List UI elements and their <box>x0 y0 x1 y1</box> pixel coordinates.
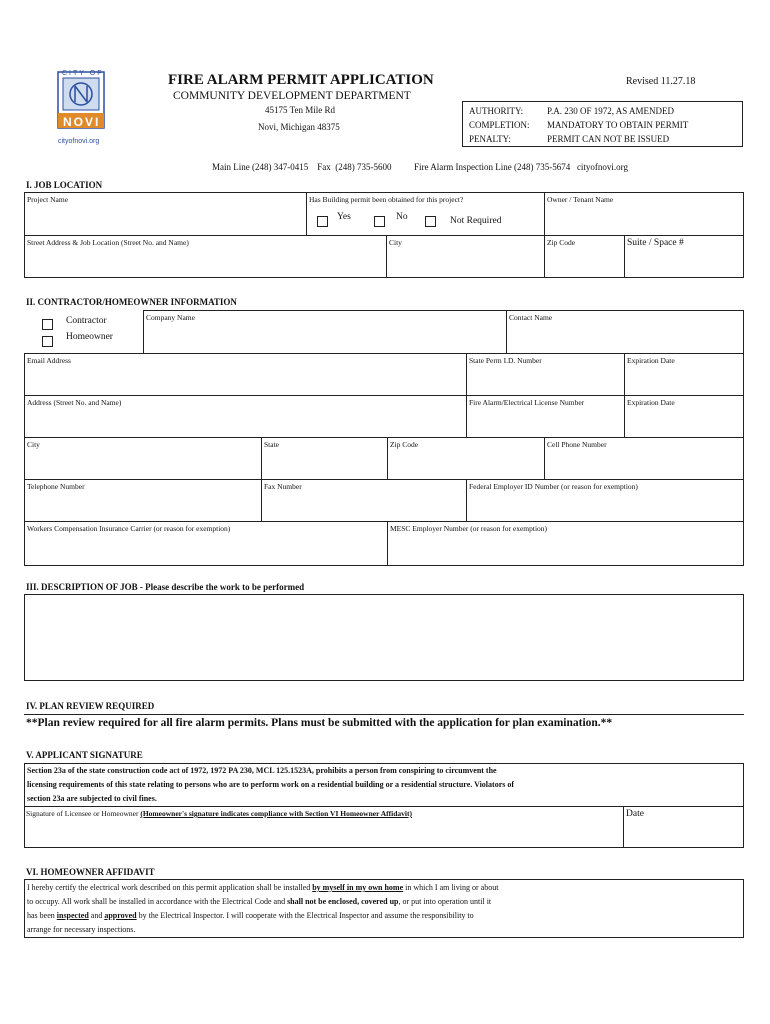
suite-label: Suite / Space # <box>627 238 684 248</box>
revised-date: Revised 11.27.18 <box>626 76 696 87</box>
statute-line-3: section 23a are subjected to civil fines. <box>27 794 157 803</box>
contractor-zip-field[interactable] <box>387 437 545 480</box>
federal-id-field[interactable] <box>466 479 744 522</box>
contractor-label: Contractor <box>66 316 107 326</box>
street-address-label: Street Address & Job Location (Street No. and Name) <box>27 238 189 247</box>
project-name-label: Project Name <box>27 195 69 204</box>
expiration-1-label: Expiration Date <box>627 356 675 365</box>
homeowner-checkbox[interactable] <box>42 336 53 347</box>
section-2-title: II. CONTRACTOR/HOMEOWNER INFORMATION <box>26 297 237 307</box>
job-city-label: City <box>389 238 402 247</box>
statute-line-2: licensing requirements of this state relating to persons who are to perform work on a residential building or a residential structure. Violators of <box>27 780 515 789</box>
telephone-label: Telephone Number <box>27 482 85 491</box>
building-permit-label: Has Building permit been obtained for this project? <box>309 195 464 204</box>
contact-name-label: Contact Name <box>509 313 553 322</box>
fax-label: Fax Number <box>264 482 302 491</box>
mesc-field[interactable] <box>387 521 744 566</box>
company-name-field[interactable] <box>143 310 507 354</box>
state-perm-field[interactable] <box>466 353 625 396</box>
completion-value: MANDATORY TO OBTAIN PERMIT <box>547 120 689 130</box>
contractor-homeowner-choice <box>24 310 144 354</box>
section-2-table <box>24 310 744 566</box>
contractor-city-label: City <box>27 440 40 449</box>
email-field[interactable] <box>24 353 467 396</box>
authority-box <box>462 101 743 147</box>
state-perm-label: State Perm I.D. Number <box>469 356 542 365</box>
affidavit-line-2: to occupy. All work shall be installed in accordance with the Electrical Code and shall not be enclosed, covered up, or put into operation until it <box>27 897 492 906</box>
job-zip-label: Zip Code <box>547 238 576 247</box>
company-name-label: Company Name <box>146 313 195 322</box>
telephone-field[interactable] <box>24 479 262 522</box>
address-line-2: Novi, Michigan 48375 <box>258 122 340 132</box>
plan-review-notice: **Plan review required for all fire alarm permits. Plans must be submitted with the application for plan examination.** <box>26 717 613 729</box>
mesc-label: MESC Employer Number (or reason for exemption) <box>390 524 548 533</box>
yes-label: Yes <box>337 212 351 222</box>
form-title: FIRE ALARM PERMIT APPLICATION <box>168 72 434 88</box>
section-3-title: III. DESCRIPTION OF JOB - Please describe the work to be performed <box>26 582 305 592</box>
signature-field[interactable] <box>24 806 624 848</box>
workers-comp-label: Workers Compensation Insurance Carrier (or reason for exemption) <box>27 524 231 533</box>
section-5-title: V. APPLICANT SIGNATURE <box>26 750 143 760</box>
not-required-label: Not Required <box>450 216 502 226</box>
federal-id-label: Federal Employer ID Number (or reason for exemption) <box>469 482 638 491</box>
applicant-signature-box <box>24 763 744 848</box>
signature-note: (Homeowner's signature indicates compliance with Section VI Homeowner Affidavit) <box>140 809 412 818</box>
license-field[interactable] <box>466 395 625 438</box>
address-field[interactable] <box>24 395 467 438</box>
contractor-checkbox[interactable] <box>42 319 53 330</box>
affidavit-text <box>27 881 737 937</box>
street-address-field[interactable] <box>24 235 387 278</box>
yes-checkbox[interactable] <box>317 216 328 227</box>
address-line-1: 45175 Ten Mile Rd <box>265 105 335 115</box>
address-label: Address (Street No. and Name) <box>27 398 122 407</box>
affidavit-line-1: I hereby certify the electrical work described on this permit application shall be installed by myself in my own home in which I am living or about <box>27 883 499 892</box>
city-logo <box>55 70 107 150</box>
job-city-field[interactable] <box>386 235 545 278</box>
owner-tenant-field[interactable] <box>544 192 744 236</box>
signature-label <box>26 809 412 818</box>
penalty-value: PERMIT CAN NOT BE ISSUED <box>547 134 670 144</box>
license-label: Fire Alarm/Electrical License Number <box>469 398 585 407</box>
section-6-title: VI. HOMEOWNER AFFIDAVIT <box>26 867 155 877</box>
no-checkbox[interactable] <box>374 216 385 227</box>
building-permit-field <box>306 192 545 236</box>
suite-field[interactable] <box>624 235 744 278</box>
authority-label: AUTHORITY: <box>469 106 524 116</box>
fax-field[interactable] <box>261 479 467 522</box>
workers-comp-field[interactable] <box>24 521 388 566</box>
email-label: Email Address <box>27 356 71 365</box>
owner-tenant-label: Owner / Tenant Name <box>547 195 614 204</box>
penalty-label: PENALTY: <box>469 134 511 144</box>
no-label: No <box>396 212 408 222</box>
completion-label: COMPLETION: <box>469 120 530 130</box>
state-label: State <box>264 440 279 449</box>
affidavit-line-3: has been inspected and approved by the Electrical Inspector. I will cooperate with the Electrical Inspector and assume the responsibility to <box>27 911 474 920</box>
statute-line-1: Section 23a of the state construction code act of 1972, 1972 PA 230, MCL 125.1523A, prohibits a person from conspiring to circumvent the <box>27 766 497 775</box>
homeowner-label: Homeowner <box>66 332 113 342</box>
contact-name-field[interactable] <box>506 310 744 354</box>
project-name-field[interactable] <box>24 192 307 236</box>
affidavit-line-4: arrange for necessary inspections. <box>27 925 136 934</box>
section-4-rule <box>24 714 744 715</box>
department-name: COMMUNITY DEVELOPMENT DEPARTMENT <box>173 90 411 102</box>
not-required-checkbox[interactable] <box>425 216 436 227</box>
logo-top-text: CITY OF <box>62 70 104 77</box>
section-1-table <box>24 192 744 278</box>
contractor-city-field[interactable] <box>24 437 262 480</box>
logo-url: cityofnovi.org <box>58 138 100 145</box>
date-field[interactable] <box>623 806 744 848</box>
date-label: Date <box>626 809 644 819</box>
signature-label-text: Signature of Licensee or Homeowner <box>26 809 139 818</box>
contact-line: Main Line (248) 347-0415 Fax (248) 735-5600 Fire Alarm Inspection Line (248) 735-5674 cityofnovi.org <box>212 162 629 172</box>
homeowner-affidavit-box <box>24 879 744 938</box>
section-1-title: I. JOB LOCATION <box>26 180 103 190</box>
expiration-1-field[interactable] <box>624 353 744 396</box>
contractor-zip-label: Zip Code <box>390 440 419 449</box>
expiration-2-label: Expiration Date <box>627 398 675 407</box>
cell-phone-label: Cell Phone Number <box>547 440 607 449</box>
section-4-title: IV. PLAN REVIEW REQUIRED <box>26 701 155 711</box>
job-description-textarea[interactable] <box>24 594 744 681</box>
logo-name: NOVI <box>63 115 101 129</box>
expiration-2-field[interactable] <box>624 395 744 438</box>
authority-value: P.A. 230 OF 1972, AS AMENDED <box>547 106 675 116</box>
state-field[interactable] <box>261 437 388 480</box>
cell-phone-field[interactable] <box>544 437 744 480</box>
job-zip-field[interactable] <box>544 235 625 278</box>
